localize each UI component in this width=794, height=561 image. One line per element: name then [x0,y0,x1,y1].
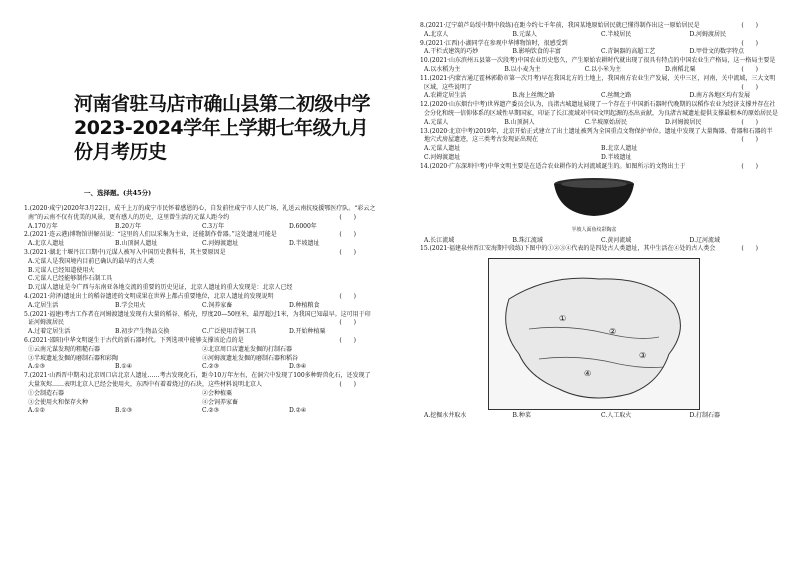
question [14,231,376,249]
option: C.人工取火 [601,412,632,420]
option: A.挖掘水井取水 [424,412,467,420]
option-list [28,240,376,249]
option: B.珠江流域 [512,236,543,244]
option: ①会制造石器 [28,389,65,397]
question-text: 13.(2020·北京中考)2019年，北京开始正式建立了出土遗址被列为全国重点文物保护单位。遗址中发现了大量陶器、骨器和石器的半地穴式房屋遗迹，这三类考古发现证出现在 ( ) [420,127,773,144]
right-column [410,22,778,421]
pottery-bowl-image [549,176,639,222]
answer-blank: ( ) [741,162,758,170]
question [14,372,376,407]
option: A.元谋人遗址 [424,145,461,153]
question-text: 12.(2020·山东烟台中考)世界遗产委员会认为，良渚古城遗址展现了一个存在于中国新石器时代晚期的以稻作农业为经济支撑并存在社会分化和统一信仰体系的区域性早期国家，印证了长江流域对中国文明起源的杰出贡献，为良渚古城遗址提供支撑最根本的原始居民是 ( ) [420,101,779,126]
answer-blank: ( ) [741,22,758,29]
question [410,75,778,101]
pottery-figure [410,176,778,233]
option: D.河姆渡居民 [664,118,702,126]
figure-caption: 半坡人面鱼纹彩陶盆 [571,226,617,233]
answer-blank: ( ) [741,118,758,126]
option: B.元谋人已经知道使用火 [28,266,95,274]
option: C.饲养家畜 [202,301,233,309]
option: C.黄河流域 [601,236,632,244]
option-list [424,31,778,40]
question [14,337,376,363]
china-map [488,258,700,410]
option: A.元谋人 [424,118,449,126]
option-list [424,412,778,421]
option: C.②③ [202,363,220,371]
option: D.半坡遗址 [601,153,632,161]
question-text: 15.(2021·福建泉州晋江安海期中段练)下图中的①②③④代表的是四处古人类遗址，其中生活在④处的古人类会 ( ) [420,245,758,253]
option-list [28,407,376,416]
option-list [28,328,376,337]
question-text: 10.(2021·山东滨州五县第一次段考)中国农业历史悠久，产生原始农耕时代就出现了很具有特点的中国农业生产格局，这一格局主要是 ( ) [420,57,776,73]
option: D.③④ [289,363,307,371]
option-list [424,119,745,128]
answer-blank: ( ) [741,245,758,253]
option: D.开始种植粟 [289,328,326,336]
question-text: 5.(2021·福建)考古工作者在河姆渡遗址发现有大量的稻谷、稻壳，厚度20—50厘米，最厚超过1米，为我国已知最早。这可用于印证河姆渡居民 ( ) [24,310,371,327]
option: A.定居生活 [28,301,59,309]
question [14,363,376,372]
question [410,57,778,75]
option: D.元谋人遗址是今广西与东南亚各地交流的重要的历史见证，北京人遗址的重大发现是：北京人已经 [28,284,293,292]
question-text: 7.(2021·山西晋中期末)北京周口店北京人遗址……考古发现化石，距今10万年左右，在洞穴中发现了100多种野兽化石，还发现了大量灰烬……表明北京人已经会使用火，东西中有着着烧过的石块，这些材料说明北京人 ( ) [24,372,371,388]
option: C.②③ [202,407,220,415]
option-list [28,346,376,364]
option: A.170万年 [28,222,58,230]
answer-blank: ( ) [339,336,356,344]
answer-blank: ( ) [741,136,758,144]
question [14,249,376,293]
option: C.河姆渡遗址 [202,240,239,248]
option: B.①③ [115,407,133,415]
option: D.河姆渡居民 [689,30,727,38]
option: B.以小麦为主 [504,65,541,73]
option: ②会种植粟 [202,389,233,397]
map-site-label: ③ [639,351,647,361]
question [14,407,376,416]
question-text: 1.(2020·咸宁)2020年3月22日，成千上万的咸宁市民怀着感恩的心，自发前往咸宁市人民广场，礼送云南抗疫援鄂医疗队。“彩云之南”的云南不仅有优美的风景，更有感人的历史，这里曾生活的元谋人距今约 ( ) [24,205,376,221]
option: ③半坡遗址发掘的磨制石器和彩陶 [28,354,119,362]
option: B.山顶洞人 [504,118,535,126]
question [14,311,376,337]
option: A.北京人 [424,30,449,38]
option-list [28,363,376,372]
option: A.①② [28,407,45,415]
question-text: 14.(2020·广东深圳中考)中华文明主要是在适合农业耕作的大河流域诞生的。如图所示的文物出土于 ( ) [420,162,758,170]
option: D.②④ [289,407,307,415]
option: C.河姆渡遗址 [424,153,461,161]
question [410,22,778,40]
question-text: 11.(2021·内蒙古通辽霍林郭勒市第一次月考)早在我国北方的土地上，我国南方农业生产发展，关中三区，河南，关中流域，三大文明区域，这些说明了 ( ) [420,74,776,91]
option: D.南方各地区均有发展 [689,92,751,100]
answer-blank: ( ) [339,248,356,256]
answer-blank: ( ) [339,231,356,239]
answer-blank: ( ) [741,39,758,47]
option: D.南稻北粟 [664,65,696,73]
option: B.20万年 [115,222,141,230]
option: ②北京周口店遗址发掘的打制石器 [202,345,293,353]
option: C.半坡原始居民 [584,118,627,126]
option: ④河姆渡遗址发掘的磨制石器和稻谷 [202,354,299,362]
question [410,412,778,421]
option: A.①③ [28,363,45,371]
section-heading: 一、选择题。(共45分) [84,189,152,197]
answer-blank: ( ) [339,380,356,388]
option-list [424,145,778,163]
option: B.①④ [115,363,133,371]
option: B.影响饮食的丰富 [512,48,561,56]
answer-blank: ( ) [339,213,356,221]
option: D.种植粮食 [289,301,320,309]
page-title: 河南省驻马店市确山县第二初级中学2023-2024学年上学期七年级九月份月考历史 [74,93,371,163]
left-column [14,22,376,416]
option: B.元谋人 [512,30,537,38]
option: C.元谋人已经能够制作石制工具 [28,275,113,283]
answer-blank: ( ) [741,83,758,91]
option: A.元谋人是我国境内目前已确认的最早的古人类 [28,257,155,265]
question [410,163,778,172]
option: A.干栏式建筑的巧妙 [424,48,479,56]
option-list [424,92,778,101]
option: ③会使用火和保存火种 [28,398,89,406]
option-list [424,66,745,75]
map-site-label: ② [609,327,617,337]
option: B.山顶洞人遗址 [115,240,158,248]
option: C.以小米为主 [584,65,621,73]
question-text: 8.(2021·辽宁葫芦岛绥中期中段练)在距今约七千年前，我国某地原始居民就已懂得制作出这一原始居民是 ( ) [420,22,758,29]
option: C.半坡居民 [601,30,632,38]
option: ①云南元谋发现的粗糙石器 [28,345,101,353]
option: D.辽河流域 [689,236,721,244]
question [410,40,778,58]
question-text: 9.(2021·江西)小湖同学在参观中华博物馆时，很感受到 ( ) [420,39,758,47]
option: A.过着定居生活 [28,328,71,336]
answer-blank: ( ) [339,319,356,327]
option: A.农耕定居生活 [424,92,467,100]
option-list [28,390,376,408]
option: B.学会用火 [115,301,146,309]
option: A.长江流域 [424,236,455,244]
question [410,245,778,254]
question-text: 4.(2021·菏泽)遗址出土的稻谷遗迹的文明成果在世界上都占重要地位，北京人遗址的发现说明 ( ) [24,292,356,300]
option-list [28,258,376,293]
option: C.丝绸之路 [601,92,632,100]
question [410,101,778,127]
option: D.打制石器 [689,412,721,420]
option: C.青铜器的高超工艺 [601,48,656,56]
question [14,205,376,231]
question [14,293,376,311]
option: D.6000年 [289,222,317,230]
option: ④会饲养家畜 [202,398,239,406]
option-list [424,48,778,57]
question [410,128,778,163]
question-text: 6.(2021·邵阳)中华文明诞生于古代的新石器时代。下列选项中能够支撑该论点的是 ( ) [24,336,356,344]
right-question-list [410,22,778,421]
map-site-label: ④ [584,369,592,379]
question-text: 2.(2021·连云港)博物馆讲解员说：“这里的人们以采集为主业，还能制作骨器。”这处遗址可能是 ( ) [24,231,356,239]
option: A.以水稻为主 [424,65,461,73]
option: A.北京人遗址 [28,240,65,248]
option: B.初步产生物品交换 [115,328,170,336]
option: B.北京人遗址 [601,145,638,153]
question-text: 3.(2021·湖北十堰丹江口期中)元谋人被写入中国历史教科书，其主要原因是 ( ) [24,248,356,256]
option: D.半坡遗址 [289,240,320,248]
option: B.种菜 [512,412,531,420]
option: C.3万年 [202,222,225,230]
option: C.广泛使用青铜工具 [202,328,257,336]
answer-blank: ( ) [339,292,356,300]
map-site-label: ① [559,314,567,324]
option-list [28,302,376,311]
option: D.甲骨文的数字特点 [689,48,745,56]
answer-blank: ( ) [741,65,758,73]
left-question-list [14,205,376,416]
option: B.海上丝绸之路 [512,92,555,100]
